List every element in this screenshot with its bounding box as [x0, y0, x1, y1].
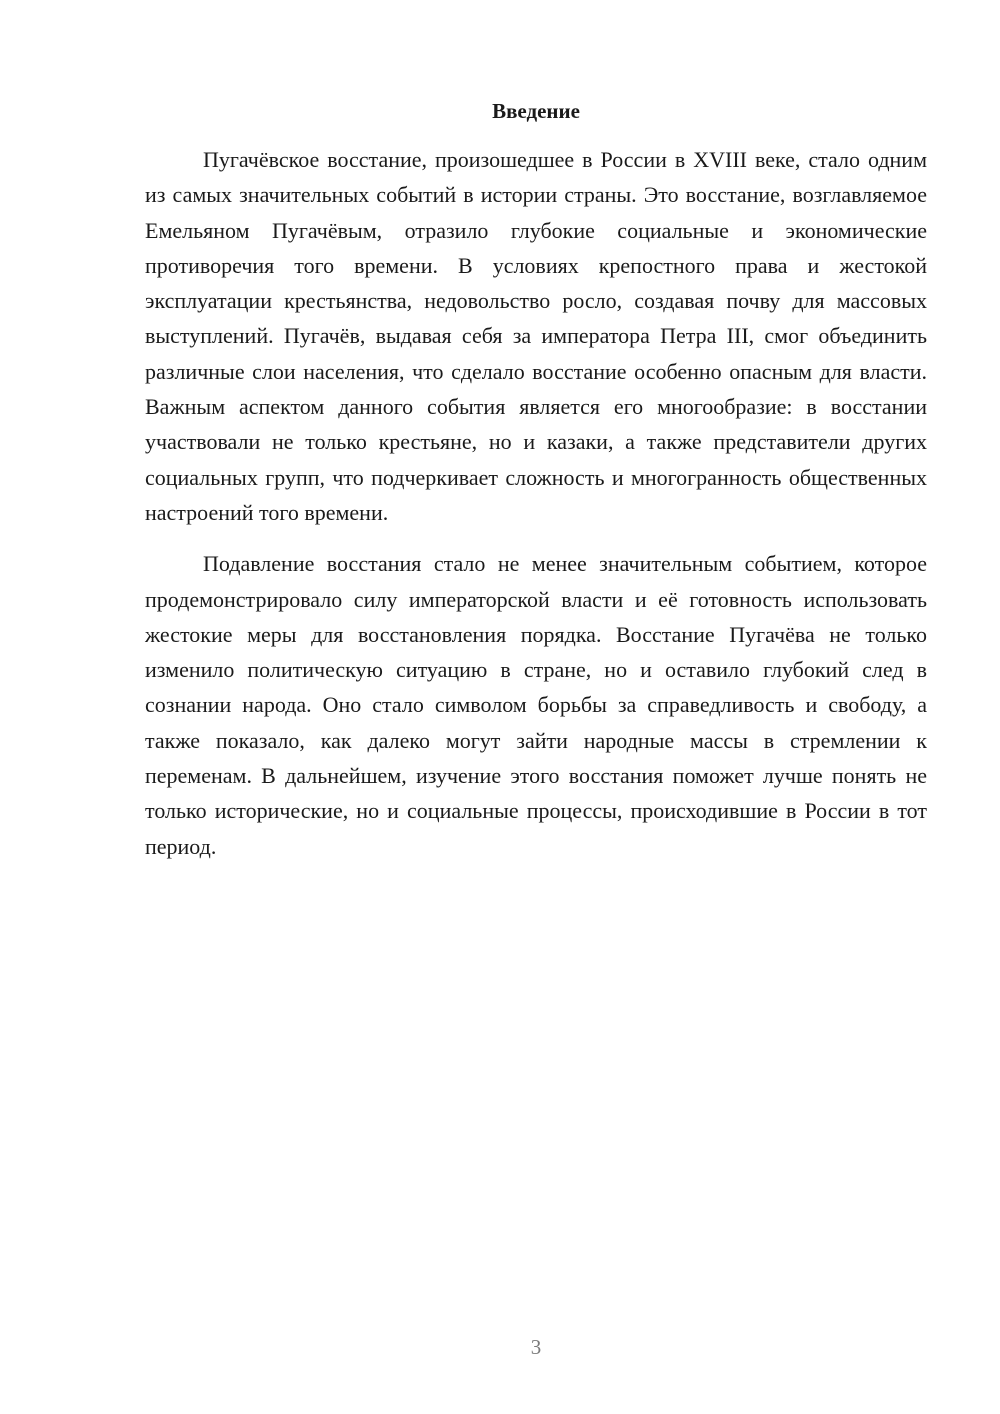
paragraph-1: Пугачёвское восстание, произошедшее в России в XVIII веке, стало одним из самых значительных событий в истории страны. Это восстание, возглавляемое Емельяном Пугачёвым, отразило глубокие социальные и экономические противоречия того времени. В условиях крепостного права и жестокой эксплуатации крестьянства, недовольство росло, создавая почву для массовых выступлений. Пугачёв, выдавая себя за императора Петра III, смог объединить различные слои населения, что сделало восстание особенно опасным для власти. Важным аспектом данного события является его многообразие: в восстании участвовали не только крестьяне, но и казаки, а также представители других социальных групп, что подчеркивает сложность и многогранность общественных настроений того времени.	[145, 147, 927, 525]
section-heading: Введение	[492, 99, 580, 123]
paragraph-2: Подавление восстания стало не менее значительным событием, которое продемонстрировало силу императорской власти и её готовность использовать жестокие меры для восстановления порядка. Восстание Пугачёва не только изменило политическую ситуацию в стране, но и оставило глубокий след в сознании народа. Оно стало символом борьбы за справедливость и свободу, а также показало, как далеко могут зайти народные массы в стремлении к переменам. В дальнейшем, изучение этого восстания поможет лучше понять не только исторические, но и социальные процессы, происходившие в России в тот период.	[145, 551, 927, 859]
body-text	[145, 142, 927, 864]
page-number: 3	[530, 1335, 542, 1359]
